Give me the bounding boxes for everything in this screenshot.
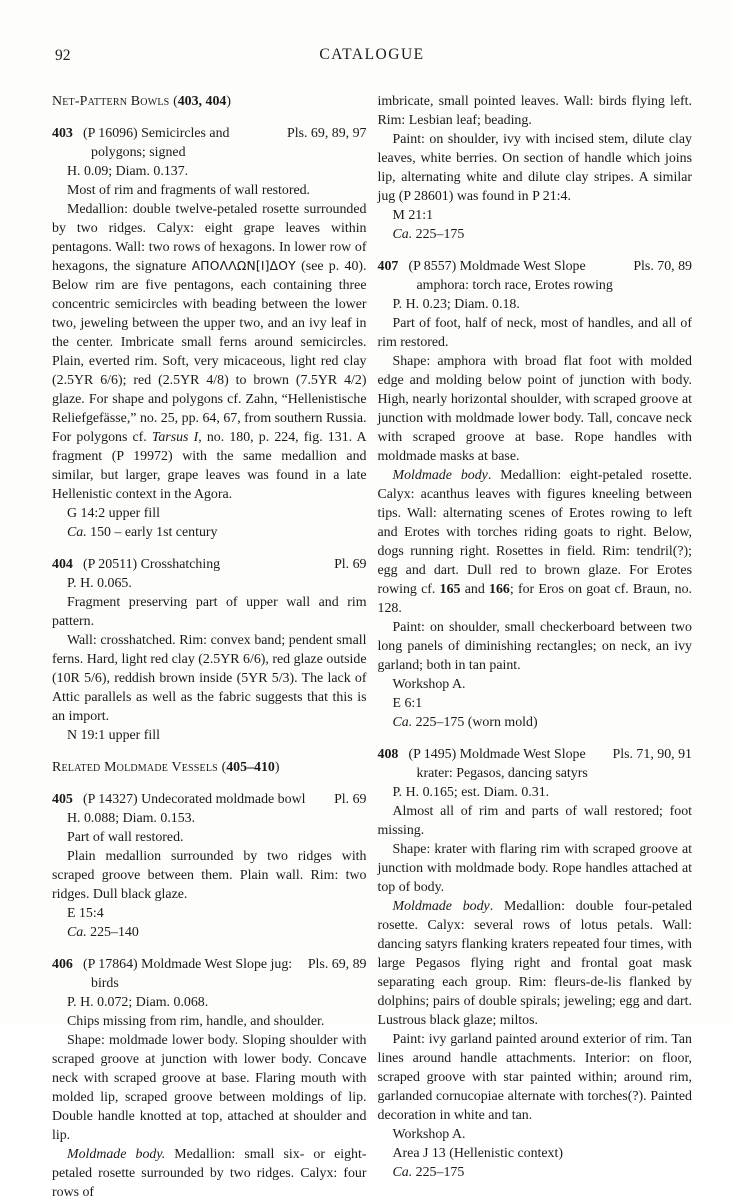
paragraph: [52, 1031, 367, 1145]
paragraph: [52, 504, 367, 523]
text-segment: 405–410: [226, 760, 275, 775]
paragraph: [378, 618, 693, 675]
paragraph: [52, 523, 367, 542]
text-segment: and: [460, 582, 490, 597]
text-segment: Medallion: small six- or eight-petaled rosette surrounded by two ridges. Calyx: four rows of: [52, 1147, 367, 1200]
paragraph: [378, 1030, 693, 1125]
paragraph: [52, 847, 367, 904]
entry-title: (P 14327) Undecorated moldmade bowl: [83, 792, 306, 807]
text-segment: ): [226, 94, 231, 109]
paragraph: [52, 200, 367, 504]
text-segment: G 14:2 upper fill: [67, 506, 160, 521]
entry-subtitle: amphora: torch race, Erotes rowing: [416, 278, 613, 293]
text-segment: 166: [489, 582, 510, 597]
text-segment: Part of wall restored.: [67, 830, 184, 845]
paragraph: [52, 631, 367, 726]
entry-title: (P 16096) Semicircles and: [83, 126, 230, 141]
section-heading: [52, 758, 367, 777]
paragraph: [52, 1145, 367, 1202]
text-segment: Net-Pattern Bowls: [52, 94, 174, 109]
column-right: [378, 92, 693, 1182]
text-segment: 403, 404: [177, 94, 227, 109]
page-number: 92: [55, 47, 71, 64]
entry-number: 406: [52, 957, 73, 972]
text-segment: 225–175 (worn mold): [412, 715, 538, 730]
text-segment: Paint: on shoulder, ivy with incised stem, dilute clay leaves, white berries. On section of handle which joins lip, alternating white and dilute clay stripes. A similar jug (P 28601) was found in P 21:4.: [377, 132, 692, 204]
text-segment: E 6:1: [392, 696, 423, 711]
entry-title: (P 20511) Crosshatching: [83, 557, 221, 572]
paragraph: [52, 162, 367, 181]
text-segment: Ca.: [67, 925, 87, 940]
text-segment: Ca.: [392, 715, 413, 730]
text-segment: Shape: amphora with broad flat foot with molded edge and molding below point of junction with body. High, nearly horizontal shoulder, with scraped groove at junction with moldmade lower body. Tall, concave neck with scraped groove at base. Rope handles with moldmade masks at base.: [377, 354, 692, 464]
text-segment: P. H. 0.165; est. Diam. 0.31.: [392, 785, 550, 800]
text-segment: H. 0.088; Diam. 0.153.: [67, 811, 196, 826]
paragraph: [378, 783, 693, 802]
text-segment: Moldmade body.: [67, 1147, 166, 1162]
paragraph: [378, 295, 693, 314]
text-segment: Shape: moldmade lower body. Sloping shoulder with scraped groove at junction with lower body. Concave neck with scraped groove at base. Flaring mouth with molded lip, scraped groove between moldings of lip. Double handle knotted at top, attached at shoulder and lip.: [52, 1033, 367, 1143]
paragraph: [52, 809, 367, 828]
entry-heading: [52, 124, 367, 143]
text-segment: . Medallion: eight-petaled rosette. Calyx: acanthus leaves with figures kneeling between tips. Wall: alternating scenes of Erotes rowing to left and Erotes with torches riding goats to right. Below, dogs running right. Rosettes in field. Rim: tendril(?); egg and dart. Dull red to brown glaze. For Erotes rowing cf.: [377, 468, 692, 597]
entry-number: 403: [52, 126, 73, 141]
text-segment: Moldmade body: [392, 899, 490, 914]
text-segment: 225–140: [86, 925, 139, 940]
text-segment: 150 – early 1st century: [86, 525, 218, 540]
text-segment: Moldmade body: [392, 468, 488, 483]
text-segment: Ca.: [392, 227, 413, 242]
entry-heading: [52, 555, 367, 574]
paragraph: [52, 593, 367, 631]
text-segment: (: [221, 760, 227, 775]
text-segment: Medallion: double twelve-petaled rosette surrounded by two ridges. Calyx: eight grape leaves within pentagons. Wall: two rows of hexagons. In lower row of hexagons, the signature: [52, 202, 367, 274]
paragraph: [52, 574, 367, 593]
column-left: [52, 92, 367, 1202]
text-segment: Workshop A.: [392, 677, 466, 692]
text-segment: P. H. 0.23; Diam. 0.18.: [392, 297, 520, 312]
entry-subtitle: krater: Pegasos, dancing satyrs: [416, 766, 588, 781]
paragraph: [378, 675, 693, 694]
paragraph: [52, 828, 367, 847]
plate-reference: Pls. 70, 89: [633, 259, 692, 274]
text-segment: Tarsus I: [151, 430, 199, 445]
paragraph: [378, 225, 693, 244]
text-columns: [52, 92, 692, 1202]
text-segment: (: [173, 94, 178, 109]
text-segment: Wall: crosshatched. Rim: convex band; pendent small ferns. Hard, light red clay (2.5YR 6/6), red glaze outside (10R 5/6), reddish brown inside (5YR 5/3). The lack of Attic parallels as well as the fabric suggests that this is an import.: [52, 633, 367, 724]
plate-reference: Pl. 69: [334, 557, 367, 572]
entry-heading: [52, 955, 367, 974]
entry-number: 404: [52, 557, 73, 572]
entry-number: 407: [377, 259, 399, 274]
text-segment: , no. 180, p. 224, fig. 131. A fragment (P 19972) with the same medallion and similar, but larger, grape leaves was found in a late Hellenistic context in the Agora.: [52, 430, 367, 502]
text-segment: Workshop A.: [392, 1127, 466, 1142]
paragraph: [378, 1144, 693, 1163]
text-segment: Related Moldmade Vessels: [52, 760, 222, 775]
text-segment: Part of foot, half of neck, most of handles, and all of rim restored.: [377, 316, 692, 350]
paragraph: [378, 1125, 693, 1144]
text-segment: Paint: ivy garland painted around exterior of rim. Tan lines around handle attachments. Interior: on floor, scraped groove with star painted within; around rim, garlanded cornucopiae alternate with torches(?). Painted decoration in white and tan.: [377, 1032, 692, 1123]
text-segment: ): [274, 760, 280, 775]
text-segment: (see p. 40). Below rim are five pentagons, each containing three concentric semicircles with beading between the lower two, jeweling between the upper two, and an ivy leaf in the center. Imbricate small ferns around semicircles. Plain, everted rim. Soft, very micaceous, light red clay (2.5YR 6/6); red (2.5YR 4/8) to brown (7.5YR 4/2) glaze. For shape and polygons cf. Zahn, “Hellenistische Reliefgefässe,” no. 25, pp. 64, 67, from southern Russia. For polygons cf.: [52, 259, 367, 445]
entry-heading: [378, 257, 693, 276]
text-segment: E 15:4: [67, 906, 104, 921]
paragraph: [378, 694, 693, 713]
paragraph: [378, 92, 693, 130]
entry-title: (P 8557) Moldmade West Slope: [408, 259, 586, 274]
text-segment: Plain medallion surrounded by two ridges with scraped groove between them. Plain wall. Rim: two ridges. Dull black glaze.: [52, 849, 367, 902]
text-segment: Area J 13 (Hellenistic context): [392, 1146, 563, 1161]
text-segment: 225–175: [412, 227, 465, 242]
text-segment: Most of rim and fragments of wall restored.: [67, 183, 311, 198]
paragraph: [378, 466, 693, 618]
text-segment: H. 0.09; Diam. 0.137.: [67, 164, 189, 179]
paragraph: [52, 923, 367, 942]
paragraph: [378, 713, 693, 732]
plate-reference: Pl. 69: [334, 792, 367, 807]
entry-title: (P 1495) Moldmade West Slope: [408, 747, 586, 762]
text-segment: Shape: krater with flaring rim with scraped groove at junction with moldmade body. Rope handles attached at top of body.: [377, 842, 692, 895]
entry-heading: [378, 745, 693, 764]
text-segment: ΑΠΟΛΛΩΝ[Ι]ΔΟΥ: [191, 259, 296, 273]
paragraph: [52, 726, 367, 745]
text-segment: Paint: on shoulder, small checkerboard between two long panels of diminishing rectangles; on neck, an ivy garland; both in tan paint.: [377, 620, 692, 673]
text-segment: P. H. 0.065.: [67, 576, 132, 591]
text-segment: Chips missing from rim, handle, and shoulder.: [67, 1014, 325, 1029]
page-header: [52, 46, 692, 66]
entry-subtitle: birds: [91, 976, 119, 991]
text-segment: 225–175: [412, 1165, 465, 1180]
paragraph: [378, 840, 693, 897]
plate-reference: Pls. 71, 90, 91: [612, 747, 692, 762]
text-segment: Fragment preserving part of upper wall and rim pattern.: [52, 595, 367, 629]
text-segment: 165: [439, 582, 461, 597]
text-segment: Almost all of rim and parts of wall restored; foot missing.: [377, 804, 692, 838]
text-segment: P. H. 0.072; Diam. 0.068.: [67, 995, 209, 1010]
paragraph: [378, 206, 693, 225]
section-heading: [52, 92, 367, 111]
text-segment: Ca.: [392, 1165, 413, 1180]
paragraph: [378, 897, 693, 1030]
paragraph: [378, 352, 693, 466]
entry-heading: [52, 790, 367, 809]
entry-number: 408: [377, 747, 399, 762]
entry-subtitle: polygons; signed: [91, 145, 186, 160]
paragraph: [378, 314, 693, 352]
text-segment: Ca.: [67, 525, 87, 540]
paragraph: [52, 904, 367, 923]
paragraph: [52, 181, 367, 200]
paragraph: [52, 1012, 367, 1031]
text-segment: . Medallion: double four-petaled rosette. Calyx: several rows of lotus petals. Wall: dancing satyrs flanking kraters repeated four times, with large Pegasos flying right and frontal goat mask separating each group. Rim: fleurs-de-lis flanked by dolphins; pairs of double spirals; jeweling; egg and dart. Lustrous black glaze; miltos.: [377, 899, 692, 1028]
entry-title: (P 17864) Moldmade West Slope jug:: [83, 957, 293, 972]
page-title: CATALOGUE: [319, 46, 425, 63]
paragraph: [378, 130, 693, 206]
plate-reference: Pls. 69, 89: [307, 957, 367, 972]
paragraph: [378, 1163, 693, 1182]
text-segment: M 21:1: [392, 208, 434, 223]
paragraph: [52, 993, 367, 1012]
text-segment: ; for Eros on goat cf. Braun, no. 128.: [377, 582, 692, 616]
plate-reference: Pls. 69, 89, 97: [287, 126, 367, 141]
text-segment: N 19:1 upper fill: [67, 728, 160, 743]
paragraph: [378, 802, 693, 840]
text-segment: imbricate, small pointed leaves. Wall: birds flying left. Rim: Lesbian leaf; beading.: [377, 94, 692, 128]
entry-number: 405: [52, 792, 73, 807]
